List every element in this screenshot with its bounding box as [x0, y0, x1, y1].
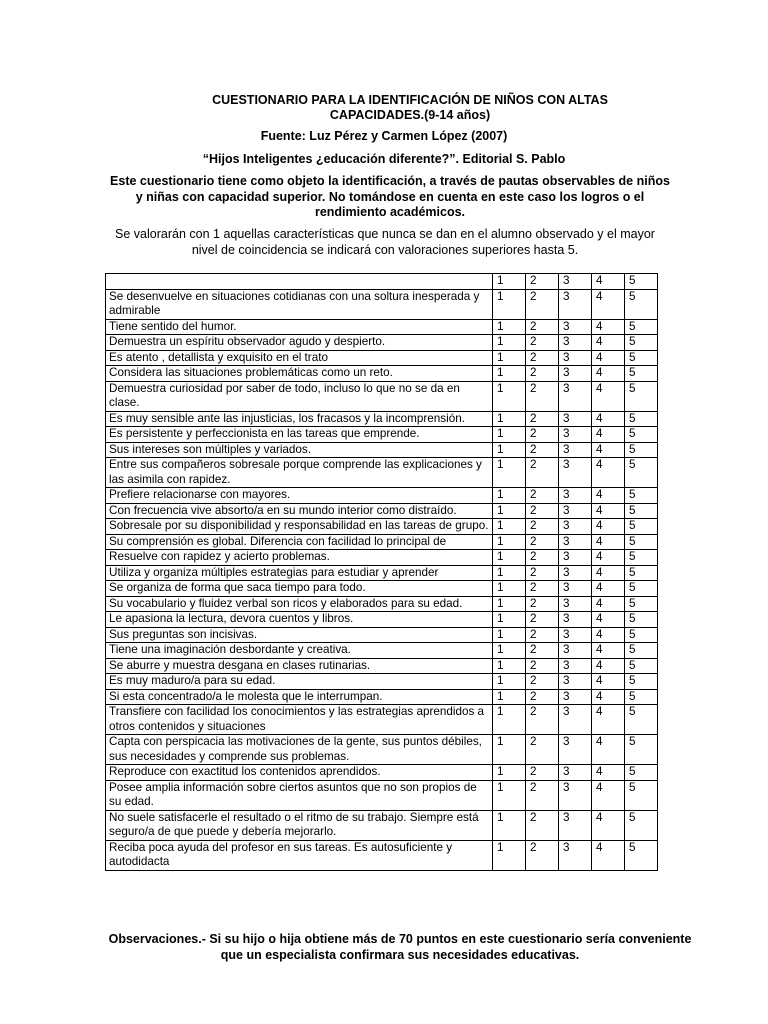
score-cell-1[interactable]: 1: [493, 658, 526, 674]
score-cell-4[interactable]: 4: [592, 627, 625, 643]
header-score-2: 2: [526, 274, 559, 290]
score-cell-1[interactable]: 1: [493, 627, 526, 643]
score-cell-3[interactable]: 3: [559, 335, 592, 351]
item-text: Entre sus compañeros sobresale porque comprende las explicaciones y las asimila con rapidez.: [106, 458, 493, 488]
table-row: [106, 765, 658, 781]
table-row: [106, 534, 658, 550]
item-text: Resuelve con rapidez y acierto problemas.: [106, 550, 493, 566]
score-cell-2[interactable]: 2: [526, 689, 559, 705]
score-cell-5[interactable]: 5: [625, 765, 658, 781]
source-line: Fuente: Luz Pérez y Carmen López (2007): [260, 129, 508, 143]
score-cell-4[interactable]: 4: [592, 780, 625, 810]
score-cell-5[interactable]: 5: [625, 596, 658, 612]
table-row: [106, 596, 658, 612]
score-cell-1[interactable]: 1: [493, 503, 526, 519]
table-row: [106, 335, 658, 351]
item-text: Sus preguntas son incisivas.: [106, 627, 493, 643]
score-cell-3[interactable]: 3: [559, 411, 592, 427]
table-row: [106, 658, 658, 674]
table-header-row: [106, 274, 658, 290]
score-cell-1[interactable]: 1: [493, 366, 526, 382]
score-cell-3[interactable]: 3: [559, 289, 592, 319]
score-cell-2[interactable]: 2: [526, 427, 559, 443]
header-score-1: 1: [493, 274, 526, 290]
score-cell-1[interactable]: 1: [493, 550, 526, 566]
score-cell-1[interactable]: 1: [493, 840, 526, 870]
score-cell-2[interactable]: 2: [526, 550, 559, 566]
table-row: [106, 366, 658, 382]
score-cell-2[interactable]: 2: [526, 735, 559, 765]
score-cell-4[interactable]: 4: [592, 674, 625, 690]
table-row: [106, 735, 658, 765]
score-cell-4[interactable]: 4: [592, 565, 625, 581]
score-cell-2[interactable]: 2: [526, 381, 559, 411]
score-cell-3[interactable]: 3: [559, 735, 592, 765]
score-cell-3[interactable]: 3: [559, 658, 592, 674]
score-cell-3[interactable]: 3: [559, 550, 592, 566]
score-cell-5[interactable]: 5: [625, 488, 658, 504]
item-text: Transfiere con facilidad los conocimientos y las estrategias aprendidos a otros contenidos y situaciones: [106, 705, 493, 735]
questionnaire-table: [105, 273, 658, 871]
item-text: Su comprensión es global. Diferencia con facilidad lo principal de: [106, 534, 493, 550]
score-cell-3[interactable]: 3: [559, 319, 592, 335]
table-row: [106, 427, 658, 443]
item-text: Es muy sensible ante las injusticias, los fracasos y la incomprensión.: [106, 411, 493, 427]
score-cell-3[interactable]: 3: [559, 581, 592, 597]
score-cell-4[interactable]: 4: [592, 319, 625, 335]
score-cell-4[interactable]: 4: [592, 488, 625, 504]
score-cell-2[interactable]: 2: [526, 840, 559, 870]
item-text: Es atento , detallista y exquisito en el trato: [106, 350, 493, 366]
item-text: Considera las situaciones problemáticas como un reto.: [106, 366, 493, 382]
valuation-paragraph: Se valorarán con 1 aquellas características que nunca se dan en el alumno observado y el mayor nivel de coincidencia se indicará con valoraciones superiores hasta 5.: [115, 227, 655, 257]
score-cell-5[interactable]: 5: [625, 550, 658, 566]
table-row: [106, 289, 658, 319]
item-text: Sus intereses son múltiples y variados.: [106, 442, 493, 458]
score-cell-3[interactable]: 3: [559, 519, 592, 535]
score-cell-3[interactable]: 3: [559, 765, 592, 781]
score-cell-4[interactable]: 4: [592, 458, 625, 488]
table-row: [106, 550, 658, 566]
score-cell-5[interactable]: 5: [625, 319, 658, 335]
score-cell-4[interactable]: 4: [592, 350, 625, 366]
table-row: [106, 780, 658, 810]
item-text: Es persistente y perfeccionista en las tareas que emprende.: [106, 427, 493, 443]
table-row: [106, 488, 658, 504]
score-cell-4[interactable]: 4: [592, 705, 625, 735]
score-cell-1[interactable]: 1: [493, 596, 526, 612]
score-cell-5[interactable]: 5: [625, 581, 658, 597]
score-cell-5[interactable]: 5: [625, 627, 658, 643]
score-cell-1[interactable]: 1: [493, 780, 526, 810]
score-cell-5[interactable]: 5: [625, 366, 658, 382]
score-cell-5[interactable]: 5: [625, 534, 658, 550]
item-text: Tiene sentido del humor.: [106, 319, 493, 335]
score-cell-5[interactable]: 5: [625, 519, 658, 535]
objective-paragraph: Este cuestionario tiene como objeto la identificación, a través de pautas observables de niños y niñas con capacidad superior. No tomándose en cuenta en este caso los logros o el rendimiento académicos.: [110, 174, 670, 219]
score-cell-1[interactable]: 1: [493, 674, 526, 690]
table-row: [106, 519, 658, 535]
score-cell-3[interactable]: 3: [559, 565, 592, 581]
score-cell-1[interactable]: 1: [493, 427, 526, 443]
score-cell-3[interactable]: 3: [559, 596, 592, 612]
score-cell-1[interactable]: 1: [493, 735, 526, 765]
score-cell-3[interactable]: 3: [559, 381, 592, 411]
score-cell-4[interactable]: 4: [592, 335, 625, 351]
score-cell-4[interactable]: 4: [592, 596, 625, 612]
score-cell-3[interactable]: 3: [559, 674, 592, 690]
table-row: [106, 350, 658, 366]
score-cell-4[interactable]: 4: [592, 689, 625, 705]
score-cell-2[interactable]: 2: [526, 519, 559, 535]
score-cell-3[interactable]: 3: [559, 689, 592, 705]
score-cell-5[interactable]: 5: [625, 565, 658, 581]
score-cell-2[interactable]: 2: [526, 565, 559, 581]
score-cell-4[interactable]: 4: [592, 643, 625, 659]
score-cell-1[interactable]: 1: [493, 289, 526, 319]
item-text: Reciba poca ayuda del profesor en sus tareas. Es autosuficiente y autodidacta: [106, 840, 493, 870]
score-cell-2[interactable]: 2: [526, 643, 559, 659]
score-cell-5[interactable]: 5: [625, 458, 658, 488]
score-cell-3[interactable]: 3: [559, 705, 592, 735]
score-cell-5[interactable]: 5: [625, 411, 658, 427]
score-cell-5[interactable]: 5: [625, 810, 658, 840]
table-row: [106, 810, 658, 840]
score-cell-2[interactable]: 2: [526, 503, 559, 519]
header-blank-cell: [106, 274, 493, 290]
table-row: [106, 643, 658, 659]
item-text: Su vocabulario y fluidez verbal son ricos y elaborados para su edad.: [106, 596, 493, 612]
score-cell-5[interactable]: 5: [625, 735, 658, 765]
score-cell-2[interactable]: 2: [526, 780, 559, 810]
score-cell-3[interactable]: 3: [559, 534, 592, 550]
score-cell-5[interactable]: 5: [625, 350, 658, 366]
table-row: [106, 705, 658, 735]
score-cell-2[interactable]: 2: [526, 658, 559, 674]
score-cell-1[interactable]: 1: [493, 319, 526, 335]
score-cell-5[interactable]: 5: [625, 335, 658, 351]
score-cell-4[interactable]: 4: [592, 366, 625, 382]
score-cell-3[interactable]: 3: [559, 612, 592, 628]
score-cell-2[interactable]: 2: [526, 674, 559, 690]
score-cell-5[interactable]: 5: [625, 427, 658, 443]
score-cell-3[interactable]: 3: [559, 427, 592, 443]
score-cell-3[interactable]: 3: [559, 458, 592, 488]
score-cell-2[interactable]: 2: [526, 350, 559, 366]
table-row: [106, 689, 658, 705]
item-text: Se aburre y muestra desgana en clases rutinarias.: [106, 658, 493, 674]
score-cell-4[interactable]: 4: [592, 550, 625, 566]
score-cell-3[interactable]: 3: [559, 643, 592, 659]
item-text: Es muy maduro/a para su edad.: [106, 674, 493, 690]
book-line: “Hijos Inteligentes ¿educación diferente?”. Editorial S. Pablo: [202, 152, 566, 166]
score-cell-4[interactable]: 4: [592, 503, 625, 519]
table-row: [106, 381, 658, 411]
score-cell-2[interactable]: 2: [526, 765, 559, 781]
score-cell-1[interactable]: 1: [493, 810, 526, 840]
score-cell-2[interactable]: 2: [526, 810, 559, 840]
score-cell-1[interactable]: 1: [493, 381, 526, 411]
item-text: Utiliza y organiza múltiples estrategias para estudiar y aprender: [106, 565, 493, 581]
table-row: [106, 612, 658, 628]
score-cell-2[interactable]: 2: [526, 411, 559, 427]
score-cell-1[interactable]: 1: [493, 612, 526, 628]
score-cell-1[interactable]: 1: [493, 350, 526, 366]
score-cell-2[interactable]: 2: [526, 627, 559, 643]
score-cell-3[interactable]: 3: [559, 442, 592, 458]
table-row: [106, 840, 658, 870]
score-cell-5[interactable]: 5: [625, 705, 658, 735]
score-cell-4[interactable]: 4: [592, 658, 625, 674]
score-cell-1[interactable]: 1: [493, 488, 526, 504]
table-row: [106, 319, 658, 335]
score-cell-1[interactable]: 1: [493, 458, 526, 488]
score-cell-1[interactable]: 1: [493, 565, 526, 581]
table-row: [106, 565, 658, 581]
observations-note: Observaciones.- Si su hijo o hija obtiene más de 70 puntos en este cuestionario sería conveniente que un especialista confirmara sus necesidades educativas.: [108, 932, 692, 962]
score-cell-5[interactable]: 5: [625, 840, 658, 870]
score-cell-4[interactable]: 4: [592, 581, 625, 597]
score-cell-4[interactable]: 4: [592, 519, 625, 535]
item-text: Demuestra un espíritu observador agudo y despierto.: [106, 335, 493, 351]
score-cell-2[interactable]: 2: [526, 319, 559, 335]
score-cell-5[interactable]: 5: [625, 658, 658, 674]
score-cell-4[interactable]: 4: [592, 427, 625, 443]
score-cell-4[interactable]: 4: [592, 612, 625, 628]
table-row: [106, 458, 658, 488]
score-cell-1[interactable]: 1: [493, 765, 526, 781]
item-text: Se organiza de forma que saca tiempo para todo.: [106, 581, 493, 597]
score-cell-4[interactable]: 4: [592, 840, 625, 870]
item-text: Le apasiona la lectura, devora cuentos y libros.: [106, 612, 493, 628]
header-score-3: 3: [559, 274, 592, 290]
item-text: Posee amplia información sobre ciertos asuntos que no son propios de su edad.: [106, 780, 493, 810]
score-cell-5[interactable]: 5: [625, 442, 658, 458]
item-text: Prefiere relacionarse con mayores.: [106, 488, 493, 504]
item-text: Si esta concentrado/a le molesta que le interrumpan.: [106, 689, 493, 705]
score-cell-5[interactable]: 5: [625, 689, 658, 705]
score-cell-4[interactable]: 4: [592, 442, 625, 458]
score-cell-2[interactable]: 2: [526, 612, 559, 628]
score-cell-5[interactable]: 5: [625, 780, 658, 810]
score-cell-5[interactable]: 5: [625, 674, 658, 690]
table-row: [106, 442, 658, 458]
score-cell-1[interactable]: 1: [493, 643, 526, 659]
score-cell-1[interactable]: 1: [493, 411, 526, 427]
score-cell-2[interactable]: 2: [526, 596, 559, 612]
header-score-5: 5: [625, 274, 658, 290]
item-text: Capta con perspicacia las motivaciones de la gente, sus puntos débiles, sus necesidades y comprende sus problemas.: [106, 735, 493, 765]
item-text: Sobresale por su disponibilidad y responsabilidad en las tareas de grupo.: [106, 519, 493, 535]
item-text: No suele satisfacerle el resultado o el ritmo de su trabajo. Siempre está seguro/a de que puede y debería mejorarlo.: [106, 810, 493, 840]
score-cell-1[interactable]: 1: [493, 534, 526, 550]
table-row: [106, 674, 658, 690]
score-cell-4[interactable]: 4: [592, 735, 625, 765]
score-cell-4[interactable]: 4: [592, 810, 625, 840]
score-cell-2[interactable]: 2: [526, 534, 559, 550]
score-cell-1[interactable]: 1: [493, 705, 526, 735]
score-cell-4[interactable]: 4: [592, 411, 625, 427]
score-cell-5[interactable]: 5: [625, 503, 658, 519]
table-row: [106, 503, 658, 519]
score-cell-5[interactable]: 5: [625, 381, 658, 411]
score-cell-4[interactable]: 4: [592, 289, 625, 319]
score-cell-2[interactable]: 2: [526, 442, 559, 458]
item-text: Reproduce con exactitud los contenidos aprendidos.: [106, 765, 493, 781]
score-cell-1[interactable]: 1: [493, 519, 526, 535]
score-cell-4[interactable]: 4: [592, 381, 625, 411]
score-cell-4[interactable]: 4: [592, 534, 625, 550]
item-text: Se desenvuelve en situaciones cotidianas con una soltura inesperada y admirable: [106, 289, 493, 319]
score-cell-3[interactable]: 3: [559, 780, 592, 810]
item-text: Demuestra curiosidad por saber de todo, incluso lo que no se da en clase.: [106, 381, 493, 411]
score-cell-2[interactable]: 2: [526, 705, 559, 735]
score-cell-2[interactable]: 2: [526, 289, 559, 319]
score-cell-2[interactable]: 2: [526, 335, 559, 351]
document-title: CUESTIONARIO PARA LA IDENTIFICACIÓN DE NIÑOS CON ALTAS CAPACIDADES.(9-14 años): [212, 93, 608, 122]
score-cell-2[interactable]: 2: [526, 488, 559, 504]
table-row: [106, 627, 658, 643]
item-text: Tiene una imaginación desbordante y creativa.: [106, 643, 493, 659]
score-cell-2[interactable]: 2: [526, 581, 559, 597]
score-cell-4[interactable]: 4: [592, 765, 625, 781]
score-cell-3[interactable]: 3: [559, 627, 592, 643]
table-row: [106, 581, 658, 597]
score-cell-1[interactable]: 1: [493, 581, 526, 597]
header-score-4: 4: [592, 274, 625, 290]
score-cell-3[interactable]: 3: [559, 488, 592, 504]
score-cell-3[interactable]: 3: [559, 840, 592, 870]
score-cell-3[interactable]: 3: [559, 366, 592, 382]
score-cell-3[interactable]: 3: [559, 810, 592, 840]
item-text: Con frecuencia vive absorto/a en su mundo interior como distraído.: [106, 503, 493, 519]
score-cell-2[interactable]: 2: [526, 458, 559, 488]
score-cell-5[interactable]: 5: [625, 612, 658, 628]
score-cell-1[interactable]: 1: [493, 442, 526, 458]
score-cell-5[interactable]: 5: [625, 643, 658, 659]
score-cell-3[interactable]: 3: [559, 503, 592, 519]
score-cell-3[interactable]: 3: [559, 350, 592, 366]
score-cell-1[interactable]: 1: [493, 335, 526, 351]
score-cell-1[interactable]: 1: [493, 689, 526, 705]
table-row: [106, 411, 658, 427]
score-cell-5[interactable]: 5: [625, 289, 658, 319]
score-cell-2[interactable]: 2: [526, 366, 559, 382]
